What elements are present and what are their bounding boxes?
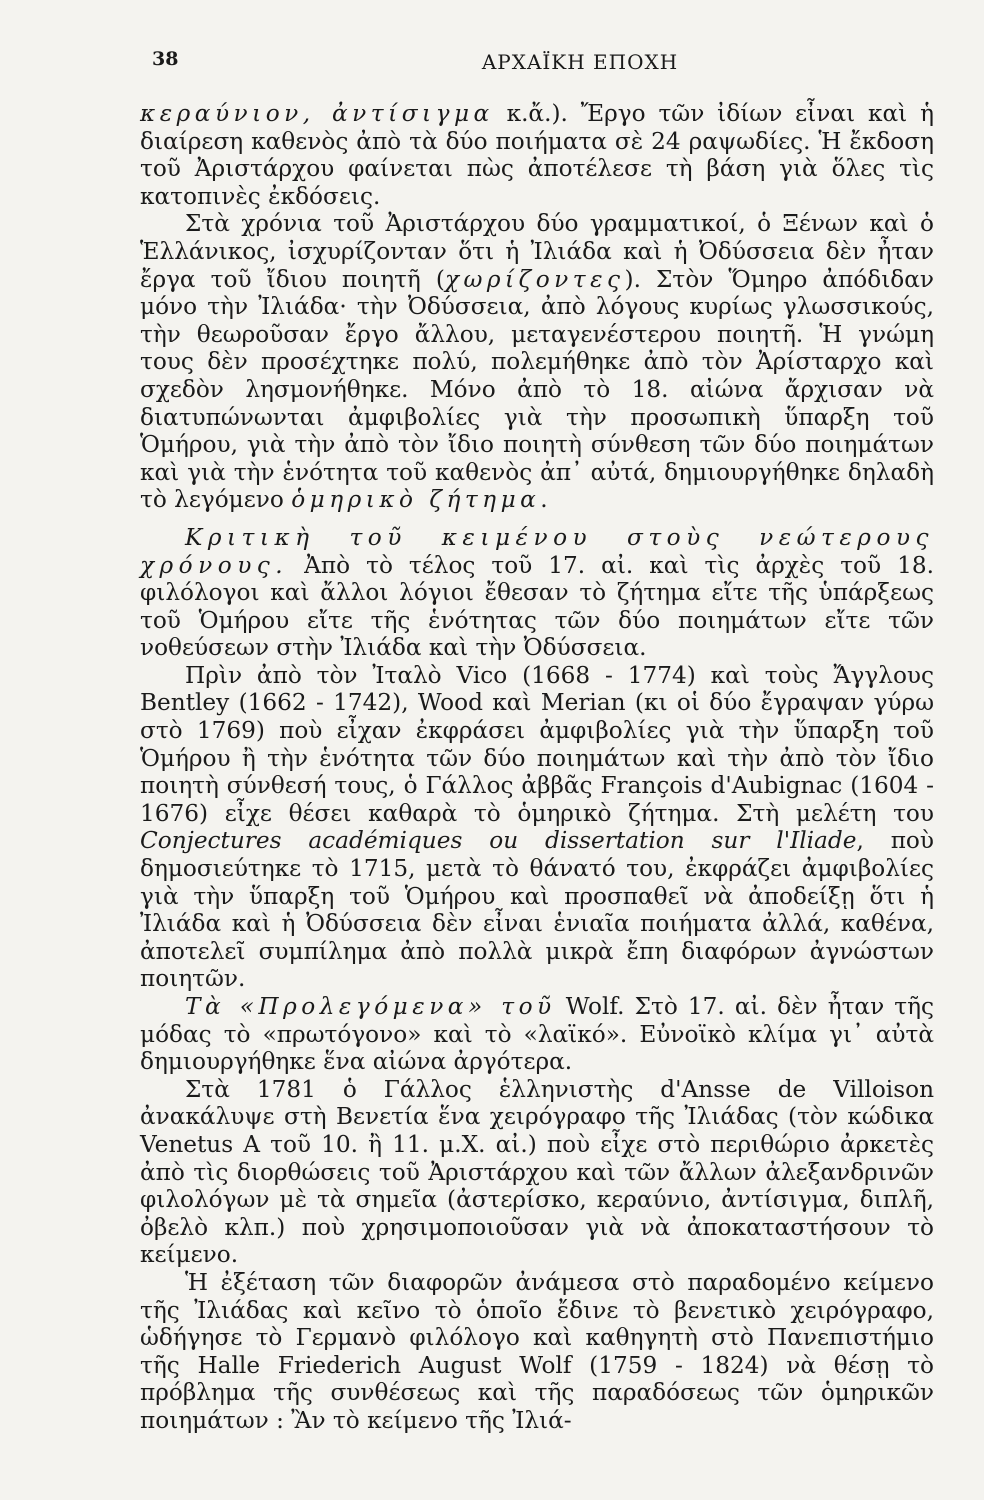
paragraph-wolf-prolegomena bbox=[140, 993, 934, 1076]
paragraph-text: . bbox=[540, 486, 548, 514]
paragraph-text: κ.ἄ.). Ἔργο τῶν ἰδίων εἶναι καὶ ἡ διαίρεση καθενὸς ἀπὸ τὰ δύο ποιήματα σὲ 24 ραψωδίες. Ἡ ἔκδοση τοῦ Ἀριστάρχου φαίνεται πὼς ἀποτέλεσε τὴ βάση γιὰ ὅλες τὶς κατοπινὲς ἐκδόσεις. bbox=[140, 100, 934, 210]
page-header bbox=[140, 44, 940, 84]
paragraph-text: Wolf. Στὸ 17. αἰ. δὲν ἦταν τῆς μόδας τὸ «πρωτόγονο» καὶ τὸ «λαϊκό». Εὐνοϊκὸ κλίμα γι᾽ αὐτὰ δημιουργήθηκε ἕνα αἰώνα ἀργότερα. bbox=[140, 993, 934, 1076]
spaced-term: κεραύνιον, ἀντίσιγμα bbox=[140, 100, 494, 127]
spaced-term: ὁμηρικὸ ζήτημα bbox=[291, 486, 541, 514]
paragraph-aubignac bbox=[140, 662, 934, 993]
page-number: 38 bbox=[152, 48, 179, 70]
paragraph-continuation bbox=[140, 100, 934, 210]
paragraph-text: Στὰ χρόνια τοῦ Ἀριστάρχου δύο γραμματικοί, ὁ Ξένων καὶ ὁ Ἑλλάνικος, ἰσχυρίζονταν ὅτι ἡ Ἰλιάδα καὶ ἡ Ὀδύσσεια δὲν ἦταν ἔργα τοῦ ἴδιου ποιητῆ ( bbox=[140, 210, 934, 293]
paragraph-text: Ἀπὸ τὸ τέλος τοῦ 17. αἰ. καὶ τὶς ἀρχὲς τοῦ 18. φιλόλογοι καὶ ἄλλοι λόγιοι ἔθεσαν τὸ ζήτημα εἴτε τῆς ὑπάρξεως τοῦ Ὁμήρου εἴτε τῆς ἑνότητας τῶν δύο ποιημάτων εἴτε τῶν νοθεύσεων στὴν Ἰλιάδα καὶ τὴν Ὀδύσσεια. bbox=[140, 551, 934, 662]
body-text bbox=[140, 100, 934, 1435]
paragraph-text: , ποὺ δημοσιεύτηκε τὸ 1715, μετὰ τὸ θάνατό του, ἐκφράζει ἀμφιβολίες γιὰ τὴν ὕπαρξη τοῦ Ὁμήρου καὶ προσπαθεῖ νὰ ἀποδείξῃ ὅτι ἡ Ἰλιάδα καὶ ἡ Ὀδύσσεια δὲν εἶναι ἑνιαῖα ποιήματα ἀλλά, καθένα, ἀποτελεῖ συμπίλημα ἀπὸ πολλὰ μικρὰ ἔπη διαφόρων ἀγνώστων ποιητῶν. bbox=[140, 827, 934, 993]
paragraph-text: Πρὶν ἀπὸ τὸν Ἰταλὸ Vico (1668 - 1774) καὶ τοὺς Ἄγγλους Bentley (1662 - 1742), Wood καὶ Merian (κι οἱ δύο ἔγραψαν γύρω στὸ 1769) ποὺ εἶχαν ἐκφράσει ἀμφιβολίες γιὰ τὴν ὕπαρξη τοῦ Ὁμήρου ἢ τὴν ἑνότητα τῶν δύο ποιημάτων καὶ τὴν ἀπὸ τὸν ἴδιο ποιητὴ σύνθεσή τους, ὁ Γάλλος ἀββᾶς François d'Aubignac (1604 - 1676) εἶχε θέσει καθαρὰ τὸ ὁμηρικὸ ζήτημα. Στὴ μελέτη του bbox=[140, 661, 934, 827]
paragraph-text: ). Στὸν Ὅμηρο ἀπόδιδαν μόνο τὴν Ἰλιάδα· τὴν Ὀδύσσεια, ἀπὸ λόγους κυρίως γλωσσικούς, τὴν θεωροῦσαν ἔργο ἄλλου, μεταγενέστερου ποιητῆ. Ἡ γνώμη τους δὲν προσέχτηκε πολύ, πολεμήθηκε ἀπὸ τὸν Ἀρίσταρχο καὶ σχεδὸν λησμονήθηκε. Μόνο ἀπὸ τὸ 18. αἰώνα ἄρχισαν νὰ διατυπώνωνται ἀμφιβολίες γιὰ τὴν προσωπικὴ ὕπαρξη τοῦ Ὁμήρου, γιὰ τὴν ἀπὸ τὸν ἴδιο ποιητὴ σύνθεση τῶν δύο ποιημάτων καὶ γιὰ τὴν ἑνότητα τοῦ καθενὸς ἀπ᾽ αὐτά, δημιουργήθηκε δηλαδὴ τὸ λεγόμενο bbox=[140, 265, 935, 514]
running-title: ΑΡΧΑΪΚΗ ΕΠΟΧΗ bbox=[481, 50, 679, 74]
book-title: Conjectures académiques ou dissertation sur l'Iliade bbox=[140, 827, 857, 855]
section-heading: Κριτικὴ τοῦ κειμένου στοὺς νεώτερους χρόνους. bbox=[140, 523, 934, 579]
spaced-term: χωρίζοντες bbox=[444, 265, 625, 293]
paragraph-wolf-problem: Ἡ ἐξέταση τῶν διαφορῶν ἀνάμεσα στὸ παραδομένο κείμενο τῆς Ἰλιάδας καὶ κεῖνο τὸ ὁποῖο ἔδινε τὸ βενετικὸ χειρόγραφο, ὡδήγησε τὸ Γερμανὸ φιλόλογο καὶ καθηγητὴ στὸ Πανεπιστήμιο τῆς Halle Friederich August Wolf (1759 - 1824) νὰ θέσῃ τὸ πρόβλημα τῆς συνθέσεως καὶ τῆς παραδόσεως τῶν ὁμηρικῶν ποιημάτων : Ἂν τὸ κείμενο τῆς Ἰλιά- bbox=[140, 1268, 934, 1434]
paragraph-xenon-hellanikos bbox=[140, 210, 934, 514]
paragraph-villoison: Στὰ 1781 ὁ Γάλλος ἑλληνιστὴς d'Ansse de Villoison ἀνακάλυψε στὴ Βενετία ἕνα χειρόγραφο τῆς Ἰλιάδας (τὸν κώδικα Venetus A τοῦ 10. ἢ 11. μ.Χ. αἰ.) ποὺ εἶχε στὸ περιθώριο ἀρκετὲς ἀπὸ τὶς διορθώσεις τοῦ Ἀριστάρχου καὶ τῶν ἄλλων ἀλεξανδρινῶν φιλολόγων μὲ τὰ σημεῖα (ἀστερίσκο, κεραύνιο, ἀντίσιγμα, διπλῆ, ὀβελὸ κλπ.) ποὺ χρησιμοποιοῦσαν γιὰ νὰ ἀποκαταστήσουν τὸ κείμενο. bbox=[140, 1075, 934, 1269]
paragraph-modern-criticism bbox=[140, 524, 934, 662]
section-heading: Τὰ «Προλεγόμενα» τοῦ bbox=[185, 993, 556, 1020]
